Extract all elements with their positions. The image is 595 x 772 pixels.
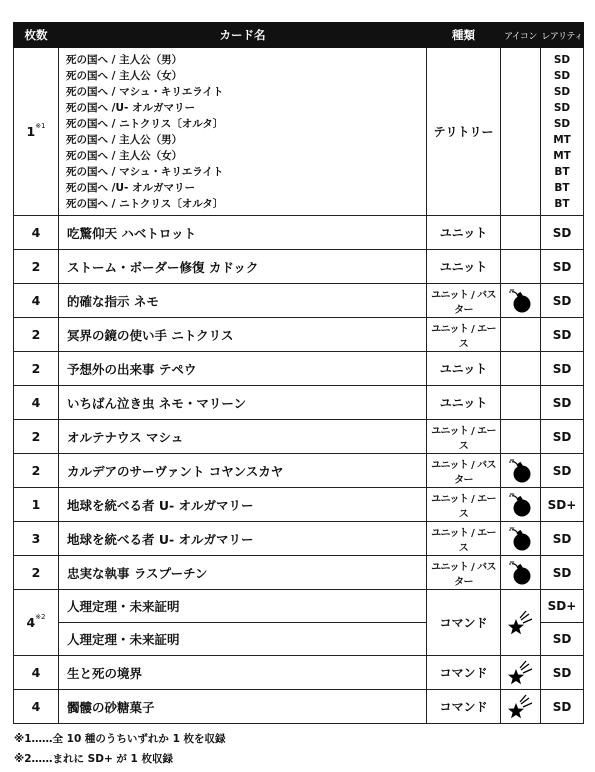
territory-names <box>59 48 427 216</box>
table-row <box>14 216 584 250</box>
card-rarity: SD <box>541 216 584 250</box>
territory-rarities <box>541 48 584 216</box>
card-icon-cell <box>501 420 541 454</box>
card-name: 忠実な執事 ラスプーチン <box>59 556 427 590</box>
table-row-territory-group <box>14 48 584 216</box>
table-row <box>14 250 584 284</box>
card-icon-cell <box>501 352 541 386</box>
territory-card-name: 死の国へ / 主人公（女） <box>66 69 183 82</box>
card-type: ユニット <box>427 386 501 420</box>
table-row <box>14 352 584 386</box>
bomb-icon <box>508 564 534 579</box>
shooting-star-icon <box>507 664 535 679</box>
table-row <box>14 284 584 318</box>
table-row <box>14 690 584 724</box>
card-type: ユニット / エース <box>427 318 501 352</box>
card-name: 生と死の境界 <box>59 656 427 690</box>
card-count: 2 <box>14 250 59 284</box>
card-type: テリトリー <box>427 48 501 216</box>
territory-card-rarity: SD <box>553 117 571 130</box>
count-value: 1 <box>26 124 36 139</box>
bomb-icon <box>508 292 534 307</box>
card-count: 2 <box>14 318 59 352</box>
card-name: 髑髏の砂糖菓子 <box>59 690 427 724</box>
card-count: 4 <box>14 284 59 318</box>
card-type: ユニット / バスター <box>427 556 501 590</box>
footnote-mark: ※1 <box>35 122 46 130</box>
card-rarity: SD <box>541 454 584 488</box>
card-rarity: SD <box>541 318 584 352</box>
header-type: 種類 <box>427 23 501 48</box>
card-name: 人理定理・未来証明 <box>59 590 427 623</box>
territory-card-name: 死の国へ / マシュ・キリエライト <box>66 85 224 98</box>
card-count: 4 <box>14 216 59 250</box>
card-name: 吃驚仰天 ハベトロット <box>59 216 427 250</box>
count-value: 4 <box>26 615 36 630</box>
card-name: 予想外の出来事 テペウ <box>59 352 427 386</box>
header-rarity: レアリティ <box>541 23 584 48</box>
territory-card-rarity: SD <box>553 69 571 82</box>
territory-card-name: 死の国へ / 主人公（女） <box>66 149 183 162</box>
card-type: ユニット / エース <box>427 522 501 556</box>
card-icon-cell <box>501 454 541 488</box>
header-count: 枚数 <box>14 23 59 48</box>
card-name: いちばん泣き虫 ネモ・マリーン <box>59 386 427 420</box>
card-icon-cell <box>501 488 541 522</box>
card-count <box>14 48 59 216</box>
card-count: 4 <box>14 690 59 724</box>
card-count: 2 <box>14 420 59 454</box>
card-type: ユニット / バスター <box>427 284 501 318</box>
card-rarity: SD+ <box>541 590 584 623</box>
table-header-row <box>14 23 584 48</box>
card-name: 地球を統べる者 U- オルガマリー <box>59 522 427 556</box>
card-type: ユニット <box>427 352 501 386</box>
card-rarity: SD <box>541 656 584 690</box>
card-rarity: SD <box>541 623 584 656</box>
card-type: ユニット / バスター <box>427 454 501 488</box>
table-row <box>14 556 584 590</box>
card-type: ユニット <box>427 250 501 284</box>
card-count: 2 <box>14 454 59 488</box>
card-name: 的確な指示 ネモ <box>59 284 427 318</box>
territory-card-name: 死の国へ / 主人公（男） <box>66 133 183 146</box>
card-rarity: SD+ <box>541 488 584 522</box>
card-type: コマンド <box>427 590 501 656</box>
shooting-star-icon <box>507 698 535 713</box>
footnote-1: ※1……全 10 種のうちいずれか 1 枚を収録 <box>14 733 226 745</box>
table-row <box>14 386 584 420</box>
card-icon-cell <box>501 250 541 284</box>
table-row <box>14 522 584 556</box>
card-rarity: SD <box>541 250 584 284</box>
card-count: 1 <box>14 488 59 522</box>
card-count: 4 <box>14 386 59 420</box>
card-icon-cell <box>501 556 541 590</box>
card-rarity: SD <box>541 386 584 420</box>
card-rarity: SD <box>541 690 584 724</box>
territory-card-name: 死の国へ /U- オルガマリー <box>66 181 196 194</box>
table-row <box>14 318 584 352</box>
card-rarity: SD <box>541 420 584 454</box>
card-name: 冥界の鏡の使い手 ニトクリス <box>59 318 427 352</box>
card-icon-cell <box>501 522 541 556</box>
bomb-icon <box>508 462 534 477</box>
card-count: 3 <box>14 522 59 556</box>
card-count: 4 <box>14 656 59 690</box>
card-icon-cell <box>501 48 541 216</box>
territory-card-name: 死の国へ /U- オルガマリー <box>66 101 196 114</box>
territory-card-rarity: BT <box>554 181 570 194</box>
card-icon-cell <box>501 386 541 420</box>
card-type: コマンド <box>427 656 501 690</box>
card-name: オルテナウス マシュ <box>59 420 427 454</box>
bomb-icon <box>508 530 534 545</box>
territory-card-rarity: SD <box>553 101 571 114</box>
card-icon-cell <box>501 656 541 690</box>
territory-card-rarity: BT <box>554 165 570 178</box>
card-count <box>14 590 59 656</box>
card-rarity: SD <box>541 352 584 386</box>
table-row <box>14 590 584 623</box>
card-name: 地球を統べる者 U- オルガマリー <box>59 488 427 522</box>
territory-card-name: 死の国へ / 主人公（男） <box>66 53 183 66</box>
card-icon-cell <box>501 590 541 656</box>
bomb-icon <box>508 496 534 511</box>
territory-card-name: 死の国へ / ニトクリス〔オルタ〕 <box>66 117 224 130</box>
card-list-table <box>13 22 584 724</box>
card-type: コマンド <box>427 690 501 724</box>
card-count: 2 <box>14 556 59 590</box>
card-rarity: SD <box>541 522 584 556</box>
card-rarity: SD <box>541 556 584 590</box>
table-row <box>14 656 584 690</box>
territory-card-rarity: BT <box>554 197 570 210</box>
card-name: 人理定理・未来証明 <box>59 623 427 656</box>
card-name: ストーム・ボーダー修復 カドック <box>59 250 427 284</box>
card-icon-cell <box>501 284 541 318</box>
card-icon-cell <box>501 216 541 250</box>
card-type: ユニット <box>427 216 501 250</box>
territory-card-rarity: SD <box>553 85 571 98</box>
card-name: カルデアのサーヴァント コヤンスカヤ <box>59 454 427 488</box>
card-rarity: SD <box>541 284 584 318</box>
territory-card-rarity: SD <box>553 53 571 66</box>
table-row <box>14 420 584 454</box>
territory-card-name: 死の国へ / ニトクリス〔オルタ〕 <box>66 197 224 210</box>
card-icon-cell <box>501 318 541 352</box>
territory-card-rarity: MT <box>553 149 571 162</box>
table-row <box>14 488 584 522</box>
table-row <box>14 454 584 488</box>
footnote-mark: ※2 <box>35 613 46 621</box>
shooting-star-icon <box>507 614 535 629</box>
card-type: ユニット / エース <box>427 420 501 454</box>
territory-card-name: 死の国へ / マシュ・キリエライト <box>66 165 224 178</box>
card-type: ユニット / エース <box>427 488 501 522</box>
card-icon-cell <box>501 690 541 724</box>
header-card-name: カード名 <box>59 23 427 48</box>
card-count: 2 <box>14 352 59 386</box>
footnote-2: ※2……まれに SD+ が 1 枚収録 <box>14 753 174 765</box>
territory-card-rarity: MT <box>553 133 571 146</box>
header-icon: アイコン <box>501 23 541 48</box>
